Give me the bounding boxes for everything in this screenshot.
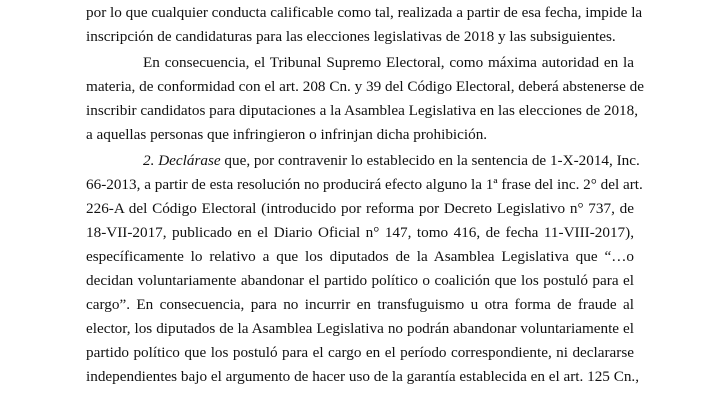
text-line: específicamente lo relativo a que los diputados de la Asamblea Legislativa que “…o	[86, 248, 634, 265]
italic-lead: 2. Declárase	[143, 152, 221, 169]
text-line: inscribir candidatos para diputaciones a la Asamblea Legislativa en las elecciones de 2018,	[86, 102, 639, 119]
text-line: por lo que cualquier conducta calificable como tal, realizada a partir de esa fecha, impide la	[86, 4, 643, 21]
text-line: partido político que los postuló para el cargo en el período correspondiente, ni declararse	[86, 344, 634, 361]
text-line: En consecuencia, el Tribunal Supremo Electoral, como máxima autoridad en la	[143, 54, 634, 71]
text-line: elector, los diputados de la Asamblea Legislativa no podrán abandonar voluntariamente el	[86, 320, 634, 337]
text-line-rest: que, por contravenir lo establecido en la sentencia de 1-X-2014, Inc.	[224, 152, 640, 169]
text-line: decidan voluntariamente abandonar el partido político o coalición que los postuló para el	[86, 272, 634, 289]
text-line: inscripción de candidaturas para las elecciones legislativas de 2018 y las subsiguientes.	[86, 28, 616, 45]
text-line: materia, de conformidad con el art. 208 Cn. y 39 del Código Electoral, deberá abstenerse de	[86, 78, 644, 95]
text-line: a aquellas personas que infringieron o infrinjan dicha prohibición.	[86, 126, 488, 143]
text-line: 66-2013, a partir de esta resolución no producirá efecto alguno la 1ª frase del inc. 2° del art.	[86, 176, 643, 193]
text-line: cargo”. En consecuencia, para no incurrir en transfuguismo u otra forma de fraude al	[86, 296, 634, 313]
text-line	[143, 149, 640, 173]
text-line: 18-VII-2017, publicado en el Diario Oficial n° 147, tomo 416, de fecha 11-VIII-2017),	[86, 224, 634, 241]
text-line: independientes bajo el argumento de hacer uso de la garantía establecida en el art. 125 Cn.,	[86, 368, 640, 385]
text-line: 226-A del Código Electoral (introducido por reforma por Decreto Legislativo n° 737, de	[86, 200, 634, 217]
